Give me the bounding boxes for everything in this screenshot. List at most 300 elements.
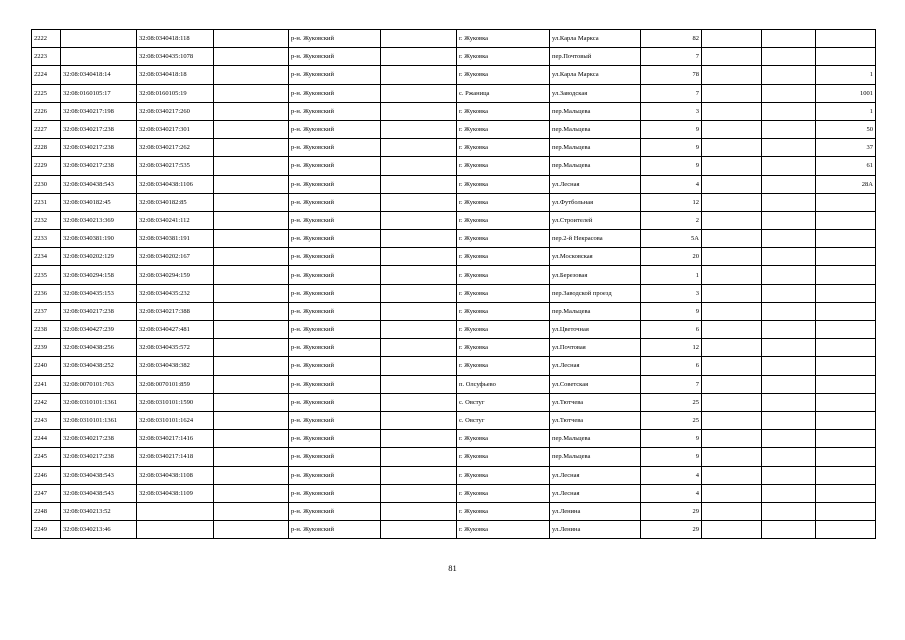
cell-house-number: 9 [641,430,702,448]
cell-district: р-н. Жуковский [289,175,381,193]
cell-extra-3 [702,430,762,448]
cell-extra-3 [702,102,762,120]
cell-street: ул.Московская [550,248,641,266]
cell-extra-4 [762,248,816,266]
cell-row-number: 2232 [32,211,61,229]
cell-extra-3 [702,521,762,539]
cell-extra-2 [381,266,457,284]
cell-apartment-number: 1 [816,102,876,120]
cell-cadastral-number: 32:08:0340213:52 [61,502,137,520]
cell-row-number: 2239 [32,339,61,357]
cell-apartment-number [816,248,876,266]
cell-street: ул.Ленина [550,502,641,520]
cell-apartment-number [816,375,876,393]
table-body [32,30,876,539]
cell-object-cadastral-number: 32:08:0340294:159 [137,266,214,284]
cell-extra-3 [702,48,762,66]
cell-locality: г. Жуковка [457,521,550,539]
cell-street: ул.Лесная [550,357,641,375]
cell-locality: с. Ржаница [457,84,550,102]
table-row [32,284,876,302]
cell-locality: г. Жуковка [457,448,550,466]
cell-apartment-number [816,357,876,375]
cell-street: пер.Мальцева [550,430,641,448]
cell-extra-3 [702,375,762,393]
cell-house-number: 29 [641,521,702,539]
cell-cadastral-number: 32:08:0340202:129 [61,248,137,266]
cell-district: р-н. Жуковский [289,411,381,429]
cell-house-number: 12 [641,193,702,211]
cell-row-number: 2230 [32,175,61,193]
cell-row-number: 2243 [32,411,61,429]
cell-house-number: 4 [641,175,702,193]
cell-extra-3 [702,466,762,484]
cell-extra-2 [381,139,457,157]
cell-house-number: 9 [641,139,702,157]
table-row [32,430,876,448]
cell-locality: г. Жуковка [457,302,550,320]
cell-locality: с. Овстуг [457,393,550,411]
table-row [32,357,876,375]
table-row [32,502,876,520]
cell-object-cadastral-number [137,502,214,520]
cell-extra-4 [762,48,816,66]
cell-extra-2 [381,175,457,193]
cell-house-number: 4 [641,466,702,484]
cell-street: ул.Почтовая [550,339,641,357]
cell-extra-2 [381,48,457,66]
cell-extra-4 [762,157,816,175]
cell-locality: г. Жуковка [457,175,550,193]
cell-house-number: 25 [641,411,702,429]
cell-apartment-number [816,193,876,211]
cell-locality: г. Жуковка [457,66,550,84]
cell-object-cadastral-number: 32:08:0340418:18 [137,66,214,84]
cell-extra-1 [214,230,289,248]
cell-apartment-number [816,484,876,502]
cell-house-number: 7 [641,48,702,66]
cell-object-cadastral-number: 32:08:0340435:572 [137,339,214,357]
cell-extra-1 [214,120,289,138]
cell-extra-2 [381,230,457,248]
cell-object-cadastral-number: 32:08:0340438:1109 [137,484,214,502]
table-row [32,120,876,138]
cell-extra-3 [702,248,762,266]
cell-locality: г. Жуковка [457,321,550,339]
cell-apartment-number [816,284,876,302]
cell-object-cadastral-number: 32:08:0340438:1106 [137,175,214,193]
cell-extra-3 [702,30,762,48]
cell-district: р-н. Жуковский [289,120,381,138]
cell-cadastral-number: 32:08:0340438:543 [61,466,137,484]
cell-locality: п. Олсуфьево [457,375,550,393]
cell-extra-1 [214,157,289,175]
cell-extra-1 [214,139,289,157]
cell-extra-4 [762,102,816,120]
cell-locality: г. Жуковка [457,466,550,484]
cell-district: р-н. Жуковский [289,84,381,102]
cell-row-number: 2224 [32,66,61,84]
cell-cadastral-number [61,30,137,48]
cell-extra-1 [214,430,289,448]
cell-cadastral-number: 32:08:0340213:369 [61,211,137,229]
cell-object-cadastral-number: 32:08:0070101:859 [137,375,214,393]
cell-row-number: 2235 [32,266,61,284]
cell-street: ул.Лесная [550,466,641,484]
cell-district: р-н. Жуковский [289,375,381,393]
table-row [32,66,876,84]
cell-street: пер.2-й Некрасова [550,230,641,248]
cell-apartment-number: 28А [816,175,876,193]
cell-apartment-number [816,321,876,339]
cell-district: р-н. Жуковский [289,102,381,120]
cell-apartment-number: 50 [816,120,876,138]
cell-district: р-н. Жуковский [289,266,381,284]
cell-row-number: 2247 [32,484,61,502]
cell-extra-4 [762,375,816,393]
cell-object-cadastral-number: 32:08:0340217:388 [137,302,214,320]
cell-extra-1 [214,484,289,502]
table-row [32,211,876,229]
cell-extra-1 [214,193,289,211]
page-number: 81 [448,563,457,573]
table-row [32,339,876,357]
cell-district: р-н. Жуковский [289,230,381,248]
cell-object-cadastral-number: 32:08:0340418:118 [137,30,214,48]
cell-object-cadastral-number: 32:08:0340241:112 [137,211,214,229]
table-row [32,393,876,411]
cell-street: ул.Лесная [550,484,641,502]
table-row [32,193,876,211]
cell-extra-2 [381,211,457,229]
cell-district: р-н. Жуковский [289,284,381,302]
cell-cadastral-number: 32:08:0340217:238 [61,120,137,138]
cell-extra-4 [762,211,816,229]
cell-district: р-н. Жуковский [289,521,381,539]
cell-district: р-н. Жуковский [289,339,381,357]
table-row [32,521,876,539]
cell-cadastral-number: 32:08:0340217:238 [61,448,137,466]
cell-locality: г. Жуковка [457,357,550,375]
cell-row-number: 2242 [32,393,61,411]
cell-extra-1 [214,466,289,484]
cell-apartment-number [816,466,876,484]
cell-row-number: 2231 [32,193,61,211]
cell-locality: г. Жуковка [457,48,550,66]
cell-district: р-н. Жуковский [289,430,381,448]
cell-street: пер.Почтовый [550,48,641,66]
cell-extra-2 [381,321,457,339]
cell-cadastral-number: 32:08:0340438:543 [61,175,137,193]
table-row [32,48,876,66]
cell-extra-3 [702,339,762,357]
cell-row-number: 2226 [32,102,61,120]
cell-cadastral-number: 32:08:0340217:198 [61,102,137,120]
cell-extra-2 [381,102,457,120]
cell-extra-2 [381,502,457,520]
cell-house-number: 3 [641,284,702,302]
cell-object-cadastral-number: 32:08:0340217:301 [137,120,214,138]
cell-cadastral-number: 32:08:0340217:238 [61,430,137,448]
cell-extra-4 [762,302,816,320]
registry-table [31,29,876,539]
cell-object-cadastral-number: 32:08:0340182:85 [137,193,214,211]
cell-extra-3 [702,411,762,429]
cell-cadastral-number: 32:08:0340418:14 [61,66,137,84]
cell-extra-2 [381,120,457,138]
cell-cadastral-number: 32:08:0340294:158 [61,266,137,284]
cell-extra-1 [214,30,289,48]
cell-apartment-number [816,211,876,229]
cell-extra-2 [381,466,457,484]
cell-street: ул.Карла Маркса [550,30,641,48]
cell-extra-4 [762,266,816,284]
cell-row-number: 2223 [32,48,61,66]
cell-row-number: 2249 [32,521,61,539]
cell-row-number: 2236 [32,284,61,302]
cell-extra-1 [214,211,289,229]
cell-extra-1 [214,284,289,302]
cell-district: р-н. Жуковский [289,30,381,48]
cell-locality: г. Жуковка [457,284,550,302]
cell-extra-3 [702,357,762,375]
cell-extra-2 [381,484,457,502]
cell-district: р-н. Жуковский [289,211,381,229]
cell-extra-3 [702,284,762,302]
cell-house-number: 7 [641,84,702,102]
cell-extra-1 [214,448,289,466]
cell-extra-3 [702,266,762,284]
cell-extra-2 [381,30,457,48]
cell-extra-1 [214,411,289,429]
cell-house-number: 9 [641,120,702,138]
cell-district: р-н. Жуковский [289,66,381,84]
cell-row-number: 2248 [32,502,61,520]
cell-extra-4 [762,339,816,357]
cell-house-number: 4 [641,484,702,502]
cell-extra-4 [762,502,816,520]
cell-object-cadastral-number: 32:08:0340217:260 [137,102,214,120]
cell-cadastral-number: 32:08:0340213:46 [61,521,137,539]
cell-apartment-number [816,30,876,48]
cell-extra-3 [702,393,762,411]
cell-apartment-number [816,393,876,411]
cell-object-cadastral-number: 32:08:0340202:167 [137,248,214,266]
cell-object-cadastral-number: 32:08:0310101:1624 [137,411,214,429]
cell-apartment-number [816,502,876,520]
cell-district: р-н. Жуковский [289,393,381,411]
cell-extra-1 [214,393,289,411]
cell-house-number: 78 [641,66,702,84]
cell-extra-2 [381,393,457,411]
cell-extra-2 [381,157,457,175]
cell-cadastral-number: 32:08:0070101:763 [61,375,137,393]
cell-extra-1 [214,248,289,266]
cell-apartment-number [816,339,876,357]
cell-street: ул.Ленина [550,521,641,539]
cell-locality: г. Жуковка [457,139,550,157]
cell-apartment-number: 1 [816,66,876,84]
cell-extra-2 [381,448,457,466]
table-row [32,302,876,320]
cell-locality: г. Жуковка [457,193,550,211]
cell-district: р-н. Жуковский [289,484,381,502]
cell-locality: г. Жуковка [457,266,550,284]
cell-extra-2 [381,66,457,84]
cell-row-number: 2240 [32,357,61,375]
cell-district: р-н. Жуковский [289,157,381,175]
cell-extra-1 [214,266,289,284]
cell-apartment-number: 37 [816,139,876,157]
cell-row-number: 2222 [32,30,61,48]
cell-extra-3 [702,84,762,102]
cell-extra-2 [381,521,457,539]
cell-district: р-н. Жуковский [289,302,381,320]
cell-apartment-number [816,448,876,466]
cell-row-number: 2238 [32,321,61,339]
cell-object-cadastral-number: 32:08:0340435:1078 [137,48,214,66]
cell-extra-4 [762,120,816,138]
cell-house-number: 82 [641,30,702,48]
table-row [32,411,876,429]
cell-district: р-н. Жуковский [289,193,381,211]
cell-row-number: 2229 [32,157,61,175]
cell-cadastral-number: 32:08:0340435:153 [61,284,137,302]
cell-cadastral-number: 32:08:0340182:45 [61,193,137,211]
cell-extra-1 [214,357,289,375]
cell-house-number: 3 [641,102,702,120]
cell-extra-2 [381,357,457,375]
cell-cadastral-number: 32:08:0340438:543 [61,484,137,502]
cell-street: ул.Строителей [550,211,641,229]
cell-extra-3 [702,484,762,502]
table-row [32,375,876,393]
cell-house-number: 29 [641,502,702,520]
cell-extra-1 [214,48,289,66]
cell-apartment-number [816,230,876,248]
cell-extra-4 [762,193,816,211]
cell-locality: г. Жуковка [457,430,550,448]
cell-extra-2 [381,193,457,211]
cell-district: р-н. Жуковский [289,48,381,66]
cell-extra-3 [702,66,762,84]
cell-locality: г. Жуковка [457,102,550,120]
cell-cadastral-number: 32:08:0310101:1361 [61,393,137,411]
cell-extra-4 [762,484,816,502]
cell-extra-1 [214,375,289,393]
cell-extra-1 [214,521,289,539]
cell-extra-2 [381,430,457,448]
cell-object-cadastral-number: 32:08:0340217:1416 [137,430,214,448]
cell-extra-2 [381,84,457,102]
cell-cadastral-number: 32:08:0340217:238 [61,302,137,320]
cell-apartment-number: 1001 [816,84,876,102]
cell-extra-4 [762,430,816,448]
cell-locality: с. Овстуг [457,411,550,429]
cell-extra-4 [762,66,816,84]
table-row [32,84,876,102]
table-row [32,248,876,266]
cell-street: пер.Мальцева [550,302,641,320]
table-row [32,102,876,120]
cell-street: ул.Березовая [550,266,641,284]
cell-locality: г. Жуковка [457,211,550,229]
cell-extra-3 [702,302,762,320]
cell-cadastral-number: 32:08:0340217:238 [61,139,137,157]
cell-locality: г. Жуковка [457,120,550,138]
cell-object-cadastral-number: 32:08:0340217:1418 [137,448,214,466]
cell-locality: г. Жуковка [457,230,550,248]
cell-object-cadastral-number: 32:08:0340217:262 [137,139,214,157]
table-row [32,157,876,175]
cell-apartment-number [816,302,876,320]
cell-street: ул.Футбольная [550,193,641,211]
cell-extra-4 [762,357,816,375]
cell-extra-4 [762,230,816,248]
table-row [32,266,876,284]
cell-district: р-н. Жуковский [289,466,381,484]
cell-extra-3 [702,120,762,138]
cell-apartment-number [816,411,876,429]
cell-extra-3 [702,321,762,339]
cell-extra-3 [702,230,762,248]
table-row [32,230,876,248]
cell-locality: г. Жуковка [457,339,550,357]
cell-object-cadastral-number: 32:08:0340217:535 [137,157,214,175]
cell-house-number: 7 [641,375,702,393]
table-row [32,448,876,466]
cell-object-cadastral-number: 32:08:0160105:19 [137,84,214,102]
cell-house-number: 20 [641,248,702,266]
cell-apartment-number [816,48,876,66]
table-row [32,484,876,502]
cell-extra-2 [381,375,457,393]
cell-street: пер.Мальцева [550,157,641,175]
cell-apartment-number [816,430,876,448]
cell-street: пер.Мальцева [550,139,641,157]
cell-row-number: 2234 [32,248,61,266]
cell-street: ул.Карла Маркса [550,66,641,84]
cell-object-cadastral-number: 32:08:0340381:191 [137,230,214,248]
cell-extra-4 [762,393,816,411]
cell-row-number: 2241 [32,375,61,393]
table-row [32,175,876,193]
cell-extra-1 [214,102,289,120]
cell-cadastral-number: 32:08:0340438:252 [61,357,137,375]
cell-cadastral-number: 32:08:0310101:1361 [61,411,137,429]
cell-extra-3 [702,175,762,193]
cell-extra-4 [762,30,816,48]
cell-object-cadastral-number: 32:08:0310101:1590 [137,393,214,411]
cell-extra-4 [762,448,816,466]
cell-extra-2 [381,248,457,266]
cell-street: пер.Мальцева [550,120,641,138]
cell-extra-1 [214,84,289,102]
cell-district: р-н. Жуковский [289,448,381,466]
cell-district: р-н. Жуковский [289,502,381,520]
cell-cadastral-number: 32:08:0340438:256 [61,339,137,357]
cell-street: пер.Мальцева [550,102,641,120]
table-row [32,139,876,157]
cell-extra-4 [762,466,816,484]
cell-street: ул.Лесная [550,175,641,193]
cell-district: р-н. Жуковский [289,139,381,157]
cell-extra-1 [214,302,289,320]
cell-extra-4 [762,84,816,102]
cell-extra-4 [762,175,816,193]
cell-district: р-н. Жуковский [289,321,381,339]
cell-street: ул.Тютчева [550,393,641,411]
